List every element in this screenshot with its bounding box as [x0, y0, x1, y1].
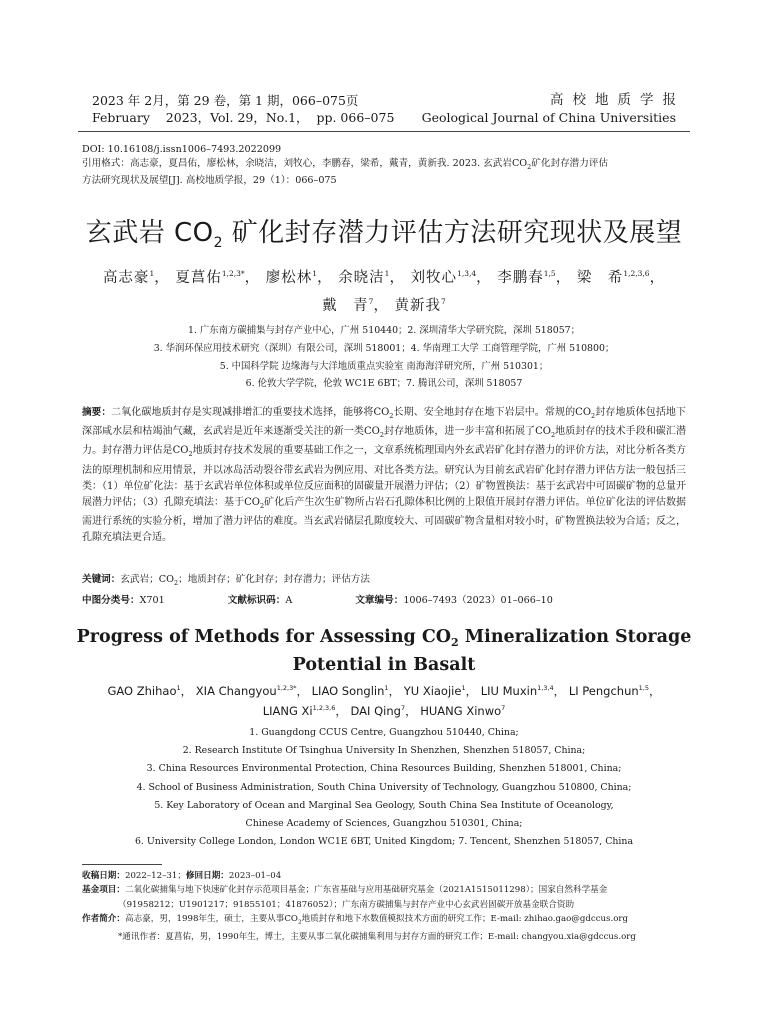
author: XIA Changyou	[195, 684, 277, 698]
journal-info	[421, 92, 685, 126]
abstract-cn: 摘要：二氧化碳地质封存是实现减排增汇的重要技术选择，能够将$CO_2$长期、安全地封存在地下岩层中。常规的$CO_2$封存地质体包括地下深部咸水层和枯竭油气藏，玄武岩是近年来逐渐受关注的新一类$CO_2$封存地质体，进一步丰富和拓展了$CO_2$地质封存的技术手段和碳汇潜力。封存潜力评估是$CO_2$地质封存技术发展的重要基础工作之一，文章系统梳理国内外玄武岩矿化封存潜力的评价方法，对比分析各类方法的原理机制和应用情景，并以冰岛活动裂谷带玄武岩为例应用、对比各类方法。研究认为目前玄武岩矿化封存潜力评估方法一般包括三类：（1）单位矿化法：基于玄武岩单位体积或单位反应面积的固碳量开展潜力评估；（2）矿物置换法：基于玄武岩中可固碳矿物的总量开展潜力评估；（3）孔隙充填法：基于$CO_2$矿化后产生次生矿物所占岩石孔隙体积比例的上限值开展封存潜力评估。单位矿化法的评估数据需进行系统的实验分析，增加了潜力评估的难度。当玄武岩储层孔隙度较大、可固碳矿物含量相对较小时，矿物置换法较为合适；反之，孔隙充填法更合适。	[82, 407, 687, 544]
classification: 中图分类号：X701 文献标识码：A 文章编号：1006–7493（2023）01–066–10	[82, 594, 553, 606]
doi: DOI: 10.16108/j.issn1006–7493.2022099	[82, 144, 282, 155]
affiliation: 2. Research Institute Of Tsinghua University In Shenzhen, Shenzhen 518057, China;	[182, 745, 586, 757]
issue-cn: 2023 年 2月，第 29 卷，第 1 期，066–075页	[92, 93, 359, 108]
author: LIU Muxin	[480, 684, 538, 698]
issue-en: February 2023，Vol. 29，No.1， pp. 066–075	[92, 110, 395, 125]
affiliation: 1. 广东南方碳捕集与封存产业中心，广州 510440；2. 深圳清华大学研究院，深圳 518057；	[187, 325, 580, 336]
author: GAO Zhihao	[107, 684, 177, 698]
authors-en: GAO Zhihao$^1$， XIA Changyou$^{1,2,3*}$， LIAO Songlin$^1$， YU Xiaojie$^1$， LIU Muxin$^{1,3,4}$， LI Pengchun$^{1,5}$， LIANG Xi$^{1,2,3,6}$， DAI Qing$^7$， HUANG Xinwo$^7$	[107, 684, 661, 718]
title-en: Progress of Methods for Assessing $CO_2$ Mineralization Storage Potential in Basalt	[76, 627, 692, 675]
header-rule	[78, 131, 690, 132]
affiliation: 6. 伦敦大学学院，伦敦 WC1E 6BT；7. 腾讯公司，深圳 518057	[245, 378, 523, 390]
author: 李鹏春	[497, 270, 544, 286]
article-meta	[82, 143, 686, 188]
affiliation: 3. China Resources Environmental Protection, China Resources Building, Shenzhen 518001, China;	[146, 763, 622, 775]
affiliation: 5. 中国科学院 边缘海与大洋地质重点实验室 南海海洋研究所，广州 510301；	[219, 360, 549, 372]
author-bio: 作者简介：高志豪，男，1998年生，硕士，主要从事$CO_2$地质封存和地下水数值模拟技术方面的研究工作；E-mail: zhihao.gao@gdccus.org	[82, 913, 628, 926]
keywords: 关键词：玄武岩；$CO_2$；地质封存；矿化封存；封存潜力；评估方法	[82, 574, 370, 587]
author: 黄新我	[394, 298, 442, 314]
funding-cont: （91958212；U1901217；91855101；41876052）；广东南方碳捕集与封存产业中心玄武岩固碳开放基金联合资助	[118, 899, 575, 910]
citation-cont: 方法研究现状及展望[J]. 高校地质学报，29（1）：066–075	[82, 175, 337, 187]
title-cn: 玄武岩 $CO_2$ 矿化封存潜力评估方法研究现状及展望	[85, 218, 683, 251]
dates: 收稿日期：2022–12–31；修回日期：2023–01–04	[82, 871, 282, 881]
author: 梁 希	[576, 270, 624, 286]
author: DAI Qing	[350, 704, 401, 718]
affiliations-cn	[60, 322, 708, 393]
funding: 基金项目：二氧化碳捕集与地下快速矿化封存示范项目基金；广东省基础与应用基础研究基金（2021A1515011298）；国家自然科学基金	[82, 885, 608, 896]
affiliation: 5. Key Laboratory of Ocean and Marginal Sea Geology, South China Sea Institute of Oceanology,	[154, 799, 614, 811]
footnote-rule	[82, 864, 162, 865]
author: LIAO Songlin	[311, 684, 385, 698]
author: LIANG Xi	[262, 704, 313, 718]
affiliation: 6. University College London, London WC1E 6BT, United Kingdom; 7. Tencent, Shenzhen 518057, China	[134, 836, 634, 848]
keywords-block	[82, 571, 686, 609]
affiliation: 4. School of Business Administration, South China University of Technology, Guangzhou 510800, China;	[136, 781, 632, 793]
corresponding-author: *通讯作者：夏菖佑，男，1990年生，博士，主要从事二氧化碳捕集利用与封存方面的研究工作；E-mail: changyou.xia@gdccus.org	[118, 931, 636, 942]
affiliation: 3. 华润环保应用技术研究（深圳）有限公司，深圳 518001；4. 华南理工大学 工商管理学院，广州 510800；	[153, 342, 615, 354]
author: 廖松林	[265, 270, 313, 286]
author: 夏菖佑	[175, 270, 222, 286]
author: LI Pengchun	[568, 684, 639, 698]
author: 高志豪	[102, 270, 150, 286]
citation: 引用格式：高志豪，夏昌佑，廖松林，余晓洁，刘牧心，李鹏春，梁希，戴青，黄新我. 2023. 玄武岩$CO_2$矿化封存潜力评估	[82, 157, 609, 171]
author: 余晓洁	[338, 270, 385, 286]
journal-name-cn: 高校地质学报	[550, 92, 685, 108]
journal-name-en: Geological Journal of China Universities	[421, 110, 676, 125]
author: 戴 青	[322, 298, 369, 314]
affiliation: 1. Guangdong CCUS Centre, Guangzhou 510440, China;	[249, 727, 519, 738]
author: 刘牧心	[410, 270, 458, 286]
affiliation: Chinese Academy of Sciences, Guangzhou 510301, China;	[245, 818, 523, 830]
author: YU Xiaojie	[403, 684, 462, 698]
issue-info	[92, 92, 394, 126]
author: HUANG Xinwo	[420, 704, 502, 718]
authors-cn: 高志豪$^1$， 夏菖佑$^{1,2,3*}$， 廖松林$^1$， 余晓洁$^1$， 刘牧心$^{1,3,4}$， 李鹏春$^{1,5}$， 梁 希$^{1,2,3,6}$， 戴 青$^7$， 黄新我$^7$	[102, 269, 666, 314]
abstract-label: 摘要：	[82, 407, 112, 418]
footnotes	[82, 869, 686, 944]
affiliations-en	[60, 724, 708, 851]
